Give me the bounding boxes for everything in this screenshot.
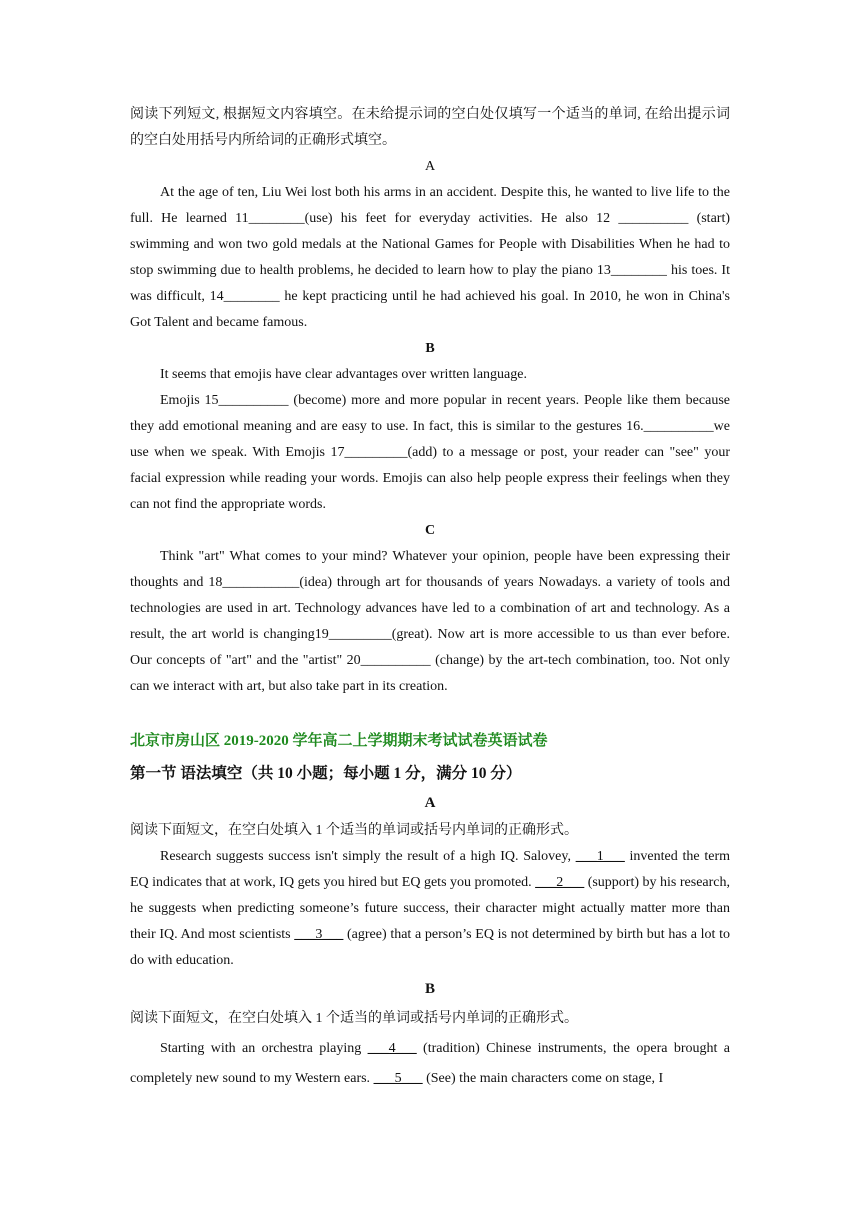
grammar-b-instruction: 阅读下面短文，在空白处填入 1 个适当的单词或括号内单词的正确形式。 xyxy=(130,1011,578,1026)
part1-instruction: 阅读下列短文, 根据短文内容填空。在未给提示词的空白处仅填写一个适当的单词, 在给出提示词的空白处用括号内所给词的正确形式填空。 xyxy=(130,107,730,148)
passage-b-paragraph-2: Emojis 15__________ (become) more and more popular in recent years. People like them because they add emotional meaning and are easy to use. In fact, this is similar to the gestures 16.__________we use when we speak. With Emojis 17_________(add) to a message or post, your reader can "see" your facial expression while reading your words. Emojis can also help people express their feelings when they can not find the appropriate words. xyxy=(130,393,730,512)
passage-b-paragraph-1: It seems that emojis have clear advantages over written language. xyxy=(160,367,527,382)
text-segment: (tradition) Chinese instruments, the opera brought a completely new sound to my Western ears. xyxy=(130,1041,730,1086)
text-segment: invented the term EQ indicates that at work, IQ gets you hired but EQ gets you promoted. xyxy=(130,849,730,890)
text-segment: Starting with an orchestra playing xyxy=(160,1041,368,1056)
grammar-a-label: A xyxy=(424,795,436,811)
grammar-b-label: B xyxy=(424,981,435,997)
passage-a-label: A xyxy=(424,159,436,174)
document-content xyxy=(130,102,730,1094)
grammar-b-paragraph xyxy=(130,1034,730,1094)
text-segment: Research suggests success isn't simply the result of a high IQ. Salovey, xyxy=(160,849,576,864)
blank-3: ___3___ xyxy=(294,927,344,942)
passage-c-paragraph: Think "art" What comes to your mind? Whatever your opinion, people have been expressing their thoughts and 18___________(idea) through art for thousands of years Nowadays. a variety of tools and technologies are used in art. Technology advances have led to a combination of art and technology. As a result, the art world is changing19_________(great). Now art is more accessible to us than ever before. Our concepts of "art" and the "artist" 20__________ (change) by the art-tech combination, too. Not only can we interact with art, but also take part in its creation. xyxy=(130,549,730,694)
section-heading: 第一节 语法填空（共 10 小题；每小题 1 分，满分 10 分） xyxy=(130,765,522,782)
blank-4: ___4___ xyxy=(367,1041,417,1056)
grammar-a-instruction: 阅读下面短文，在空白处填入 1 个适当的单词或括号内单词的正确形式。 xyxy=(130,823,578,838)
grammar-a-paragraph xyxy=(130,844,730,974)
blank-5: ___5___ xyxy=(373,1071,423,1086)
passage-a-paragraph: At the age of ten, Liu Wei lost both his arms in an accident. Despite this, he wanted to live life to the full. He learned 11________(use) his feet for everyday activities. He also 12 __________ (start) swimming and won two gold medals at the National Games for People with Disabilities When he had to stop swimming due to health problems, he decided to learn how to play the piano 13________ his toes. It was difficult, 14________ he kept practicing until he had achieved his goal. In 2010, he won in China's Got Talent and became famous. xyxy=(130,185,730,330)
text-segment: (See) the main characters come on stage, I xyxy=(422,1071,664,1086)
text-segment: (agree) that a person’s EQ is not determined by birth but has a lot to do with education. xyxy=(130,927,730,968)
blank-2: ___2___ xyxy=(535,875,585,890)
exam-title: 北京市房山区 2019-2020 学年高二上学期期末考试试卷英语试卷 xyxy=(130,733,548,749)
passage-b-label: B xyxy=(425,341,435,356)
text-segment: (support) by his research, he suggests when predicting someone’s future success, their character might actually matter more than their IQ. And most scientists xyxy=(130,875,730,942)
passage-c-label: C xyxy=(424,523,436,538)
grammar-section xyxy=(130,788,730,1094)
blank-1: ___1___ xyxy=(575,849,625,864)
